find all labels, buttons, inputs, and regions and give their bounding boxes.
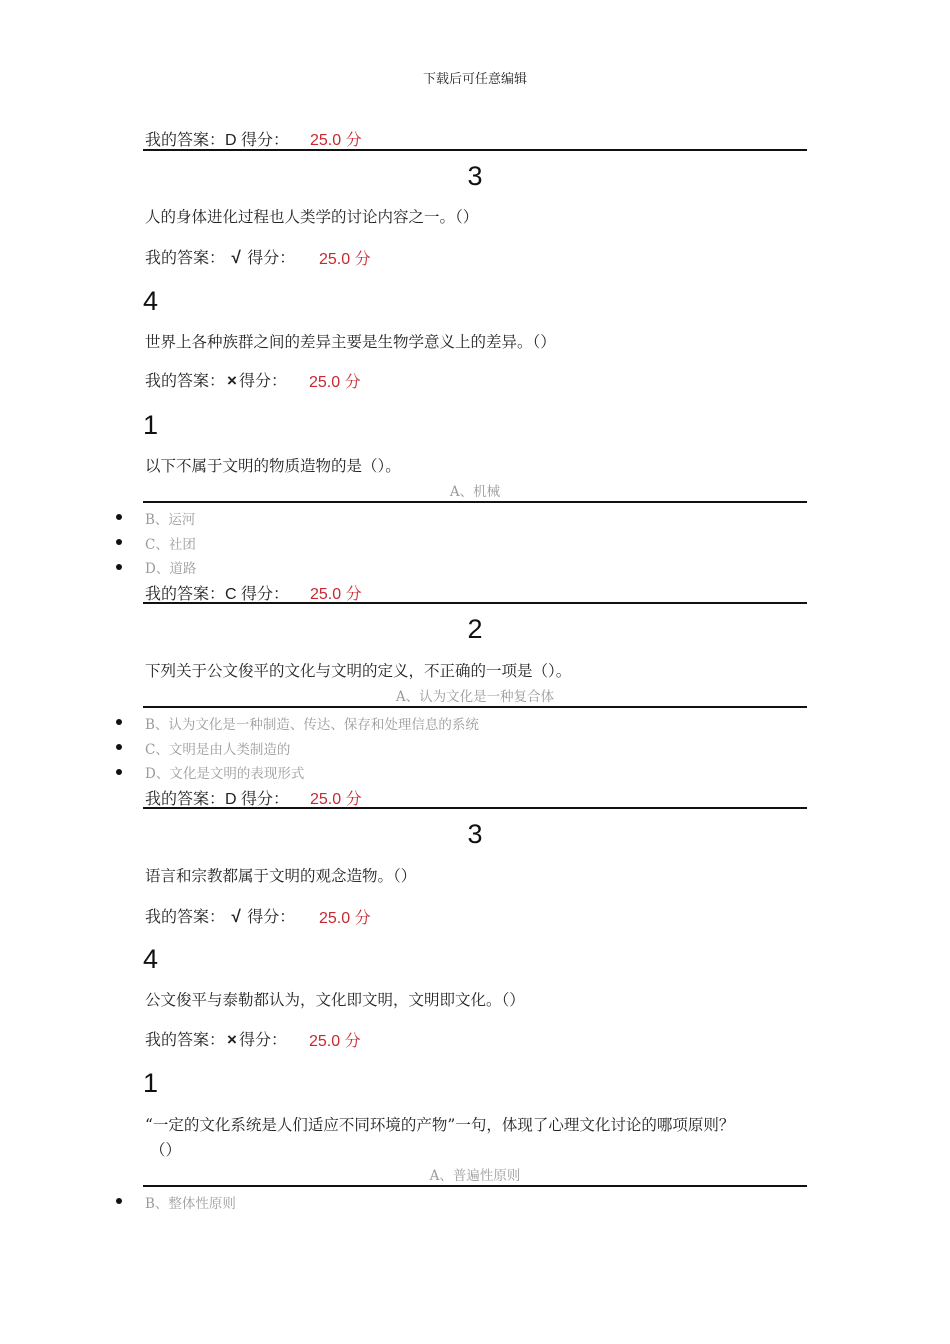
question-text-line-1: “一定的文化系统是人们适应不同环境的产物”一句，体现了心理文化讨论的哪项原则？ xyxy=(145,1116,735,1134)
score-label: 得分： xyxy=(241,791,290,808)
my-answer-row xyxy=(145,1027,287,1050)
bullet xyxy=(116,744,122,750)
question-number: 2 xyxy=(467,614,483,644)
answer-label: 我的答案： xyxy=(145,373,226,390)
score-label: 得分： xyxy=(247,909,296,926)
option-c: C、文明是由人类制造的 xyxy=(145,742,291,758)
score-label: 得分： xyxy=(241,132,290,149)
question-number: 1 xyxy=(143,1068,159,1098)
answer-value: D xyxy=(225,791,237,808)
option-d: D、道路 xyxy=(145,561,197,577)
divider xyxy=(143,501,807,503)
divider xyxy=(143,1185,807,1187)
my-answer-row xyxy=(145,245,295,268)
option-a: A、认为文化是一种复合体 xyxy=(395,689,555,705)
score-label: 得分： xyxy=(247,250,296,267)
bullet xyxy=(116,1198,122,1204)
answer-label: 我的答案： xyxy=(145,132,226,149)
bullet xyxy=(116,719,122,725)
my-answer-row xyxy=(145,904,295,927)
question-text: 世界上各种族群之间的差异主要是生物学意义上的差异。（） xyxy=(145,333,556,351)
answer-value: D xyxy=(225,132,237,149)
answer-label: 我的答案： xyxy=(145,1032,226,1049)
score-value: 25.0 分 xyxy=(319,910,371,927)
question-number: 3 xyxy=(467,161,483,191)
question-text: 人的身体进化过程也人类学的讨论内容之一。（） xyxy=(145,208,479,226)
option-b: B、整体性原则 xyxy=(145,1196,236,1212)
bullet xyxy=(116,514,122,520)
option-c: C、社团 xyxy=(145,537,196,553)
answer-label: 我的答案： xyxy=(145,250,226,267)
divider xyxy=(143,807,807,809)
answer-label: 我的答案： xyxy=(145,791,226,808)
check-mark: √ xyxy=(231,248,241,267)
my-answer-row xyxy=(145,581,289,604)
score-value: 25.0 分 xyxy=(319,251,371,268)
answer-label: 我的答案： xyxy=(145,586,226,603)
question-text: 公文俊平与泰勒都认为，文化即文明，文明即文化。（） xyxy=(145,991,525,1009)
option-a: A、普遍性原则 xyxy=(429,1168,521,1184)
cross-mark: × xyxy=(227,371,237,390)
question-text: 以下不属于文明的物质造物的是（）。 xyxy=(145,457,401,475)
bullet xyxy=(116,564,122,570)
question-text: 下列关于公文俊平的文化与文明的定义，不正确的一项是（）。 xyxy=(145,662,572,680)
bullet xyxy=(116,769,122,775)
score-label: 得分： xyxy=(238,373,287,390)
score-value: 25.0 分 xyxy=(310,132,362,149)
option-d: D、文化是文明的表现形式 xyxy=(145,766,305,782)
cross-mark: × xyxy=(227,1030,237,1049)
score-label: 得分： xyxy=(238,1032,287,1049)
score-value: 25.0 分 xyxy=(309,374,361,391)
bullet xyxy=(116,539,122,545)
check-mark: √ xyxy=(231,907,241,926)
score-label: 得分： xyxy=(241,586,290,603)
score-value: 25.0 分 xyxy=(310,791,362,808)
page-header: 下载后可任意编辑 xyxy=(422,72,527,87)
question-number: 1 xyxy=(143,410,159,440)
question-text: 语言和宗教都属于文明的观念造物。（） xyxy=(145,867,417,885)
my-answer-row xyxy=(145,127,289,150)
question-number: 4 xyxy=(143,286,159,316)
answer-label: 我的答案： xyxy=(145,909,226,926)
question-number: 3 xyxy=(467,819,483,849)
divider xyxy=(143,602,807,604)
score-value: 25.0 分 xyxy=(310,586,362,603)
my-answer-row xyxy=(145,368,287,391)
question-text-line-2: （） xyxy=(150,1141,182,1159)
score-value: 25.0 分 xyxy=(309,1033,361,1050)
answer-value: C xyxy=(225,586,237,603)
option-a: A、机械 xyxy=(449,484,501,500)
my-answer-row xyxy=(145,786,289,809)
divider xyxy=(143,149,807,151)
option-b: B、认为文化是一种制造、传达、保存和处理信息的系统 xyxy=(145,717,479,733)
divider xyxy=(143,706,807,708)
option-b: B、运河 xyxy=(145,512,196,528)
question-number: 4 xyxy=(143,944,159,974)
